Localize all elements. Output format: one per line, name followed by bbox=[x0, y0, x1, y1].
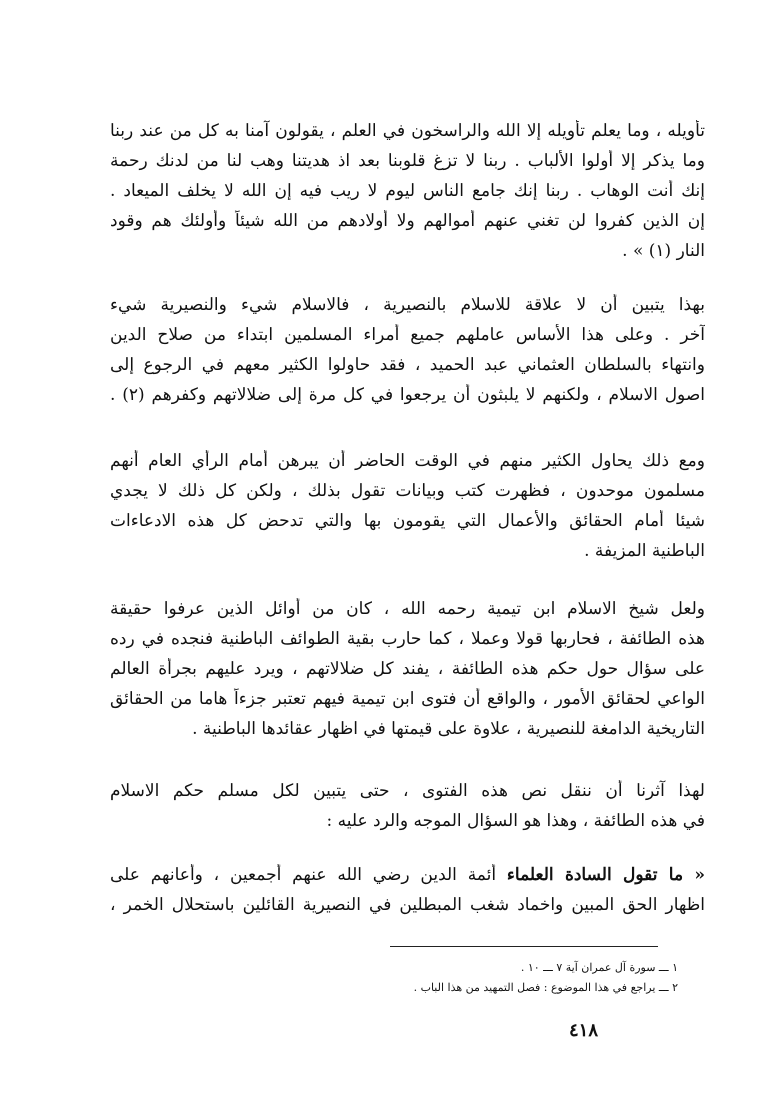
text-line: شيئا أمام الحقائق والأعمال التي يقومون بها والتي تدحض كل هذه الادعاءات bbox=[110, 511, 705, 531]
text-line: وما يذكر إلا أولوا الألباب . ربنا لا تزغ قلوبنا بعد اذ هديتنا وهب لنا من لدنك رحمة bbox=[110, 151, 705, 171]
text-line: التاريخية الدامغة للنصيرية ، علاوة على قيمتها في اظهار عقائدها الباطنية . bbox=[192, 719, 705, 739]
text-line: بهذا يتبين أن لا علاقة للاسلام بالنصيرية ، فالاسلام شيء والنصيرية شيء bbox=[110, 295, 705, 315]
footnote-1: ١ ـــ سورة آل عمران آية ٧ ـــ ١٠ . bbox=[520, 961, 678, 974]
text-line: ولعل شيخ الاسلام ابن تيمية رحمه الله ، كان من أوائل الذين عرفوا حقيقة bbox=[110, 599, 705, 619]
paragraph-1 bbox=[110, 120, 705, 270]
paragraph-5 bbox=[110, 780, 705, 840]
text-line: لهذا آثرنا أن ننقل نص هذه الفتوى ، حتى يتبين لكل مسلم حكم الاسلام bbox=[110, 781, 705, 801]
text-line: في هذه الطائفة ، وهذا هو السؤال الموجه والرد عليه : bbox=[326, 811, 705, 831]
text-line: وانتهاء بالسلطان العثماني عبد الحميد ، فقد حاولوا الكثير معهم في الرجوع إلى bbox=[110, 355, 705, 375]
paragraph-4 bbox=[110, 598, 705, 748]
footnote-2: ٢ ـــ يراجع في هذا الموضوع : فصل التمهيد من هذا الباب . bbox=[413, 981, 678, 994]
footnote-divider bbox=[390, 946, 658, 947]
text-line: النار (١) » . bbox=[622, 241, 705, 261]
footnotes bbox=[198, 958, 678, 998]
bold-lead-text: « ما تقول السادة العلماء bbox=[506, 865, 705, 885]
page-number: ٤١٨ bbox=[568, 1020, 598, 1041]
text-line: ومع ذلك يحاول الكثير منهم في الوقت الحاضر أن يبرهن أمام الرأي العام أنهم bbox=[110, 451, 705, 471]
text-line: هذه الطائفة ، فحاربها قولا وعملا ، كما حارب بقية الطوائف الباطنية فنجده في رده bbox=[110, 629, 705, 649]
text-line: آخر . وعلى هذا الأساس عاملهم جميع أمراء المسلمين ابتداء من صلاح الدين bbox=[110, 325, 705, 345]
text-line: إنك أنت الوهاب . ربنا إنك جامع الناس ليوم لا ريب فيه إن الله لا يخلف الميعاد . bbox=[110, 181, 705, 201]
inline-text: أئمة الدين رضي الله عنهم أجمعين ، وأعانهم على bbox=[110, 865, 507, 885]
text-line: الواعي لحقائق الأمور ، والواقع أن فتوى ابن تيمية فيهم تعتبر جزءاً هاما من الحقائق bbox=[110, 689, 705, 709]
text-line: على سؤال حول حكم هذه الطائفة ، يفند كل ضلالاتهم ، ويرد عليهم بجرأة العالم bbox=[110, 659, 705, 679]
text-line bbox=[110, 864, 705, 894]
paragraph-6 bbox=[110, 864, 705, 924]
text-line: اظهار الحق المبين واخماد شغب المبطلين في النصيرية القائلين باستحلال الخمر ، bbox=[110, 895, 705, 915]
text-line: تأويله ، وما يعلم تأويله إلا الله والراسخون في العلم ، يقولون آمنا به كل من عند ربنا bbox=[110, 121, 705, 141]
text-line: مسلمون موحدون ، فظهرت كتب وبيانات تقول بذلك ، ولكن كل ذلك لا يجدي bbox=[110, 481, 705, 501]
paragraph-3 bbox=[110, 450, 705, 570]
paragraph-2 bbox=[110, 294, 705, 414]
text-line: إن الذين كفروا لن تغني عنهم أموالهم ولا أولادهم من الله شيئاً وأولئك هم وقود bbox=[110, 211, 705, 231]
text-line: الباطنية المزيفة . bbox=[584, 541, 705, 561]
text-line: اصول الاسلام ، ولكنهم لا يلبثون أن يرجعوا في كل مرة إلى ضلالاتهم وكفرهم (٢) . bbox=[110, 385, 705, 405]
